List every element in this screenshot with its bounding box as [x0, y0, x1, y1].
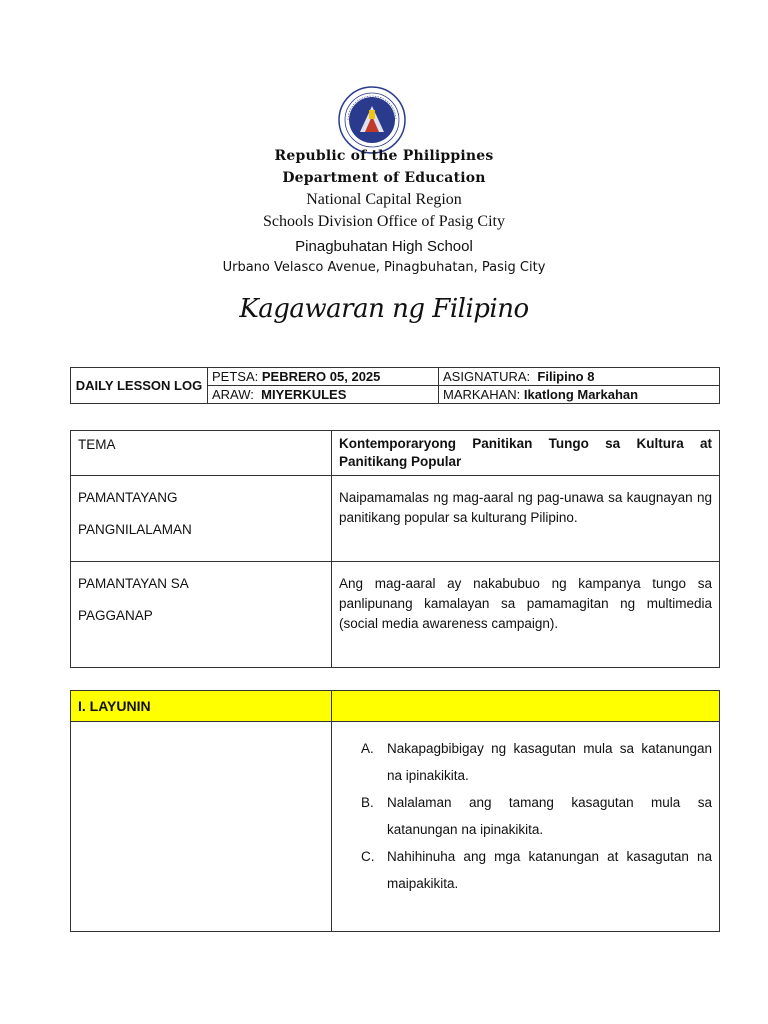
- region-line: National Capital Region: [306, 191, 462, 208]
- deped-seal-icon: [338, 86, 406, 154]
- division-line: Schools Division Office of Pasig City: [263, 213, 505, 230]
- layunin-heading-blank: [332, 691, 720, 722]
- daily-lesson-log-table: [70, 367, 720, 404]
- objectives-table: [70, 690, 720, 932]
- pamantayang-value: Naipamamalas ng mag-aaral ng pag-unawa sa kaugnayan ng panitikang popular sa kulturang Pilipino.: [332, 476, 720, 562]
- department-title: Kagawaran ng Filipino: [239, 294, 529, 324]
- objectives-list-cell: [332, 722, 720, 932]
- araw-cell: ARAW: MIYERKULES: [208, 386, 439, 404]
- standards-table: [70, 430, 720, 668]
- school-name: Pinagbuhatan High School: [295, 238, 473, 255]
- objectives-left-cell: [71, 722, 332, 932]
- asignatura-cell: ASIGNATURA: Filipino 8: [439, 368, 720, 386]
- tema-value: Kontemporaryong Panitikan Tungo sa Kultura at Panitikang Popular: [332, 431, 720, 476]
- republic-line: Republic of the Philippines: [274, 148, 494, 164]
- petsa-cell: PETSA: PEBRERO 05, 2025: [208, 368, 439, 386]
- list-item: C. Nahihinuha ang mga katanungan at kasagutan na maipakikita.: [361, 849, 712, 891]
- deped-line: Department of Education: [282, 170, 486, 186]
- tema-label: TEMA: [71, 431, 332, 476]
- markahan-cell: MARKAHAN: Ikatlong Markahan: [439, 386, 720, 404]
- asignatura-value: Filipino 8: [537, 368, 595, 384]
- school-address: Urbano Velasco Avenue, Pinagbuhatan, Pasig City: [222, 260, 546, 275]
- markahan-value: Ikatlong Markahan: [523, 386, 639, 402]
- petsa-value: PEBRERO 05, 2025: [261, 368, 381, 384]
- araw-value: MIYERKULES: [261, 386, 347, 402]
- list-item: B. Nalalaman ang tamang kasagutan mula sa katanungan na ipinakikita.: [361, 795, 712, 837]
- list-item: A. Nakapagbibigay ng kasagutan mula sa katanungan na ipinakikita.: [361, 741, 712, 783]
- layunin-heading: I. LAYUNIN: [71, 691, 332, 722]
- pamantayang-label: PAMANTAYANG PANGNILALAMAN: [71, 476, 332, 562]
- dll-label: DAILY LESSON LOG: [71, 368, 208, 404]
- pagganap-label: PAMANTAYAN SA PAGGANAP: [71, 562, 332, 668]
- objectives-list: [339, 735, 712, 925]
- pagganap-value: Ang mag-aaral ay nakabubuo ng kampanya tungo sa panlipunang kamalayan sa pamamagitan ng multimedia (social media awareness campaign).: [332, 562, 720, 668]
